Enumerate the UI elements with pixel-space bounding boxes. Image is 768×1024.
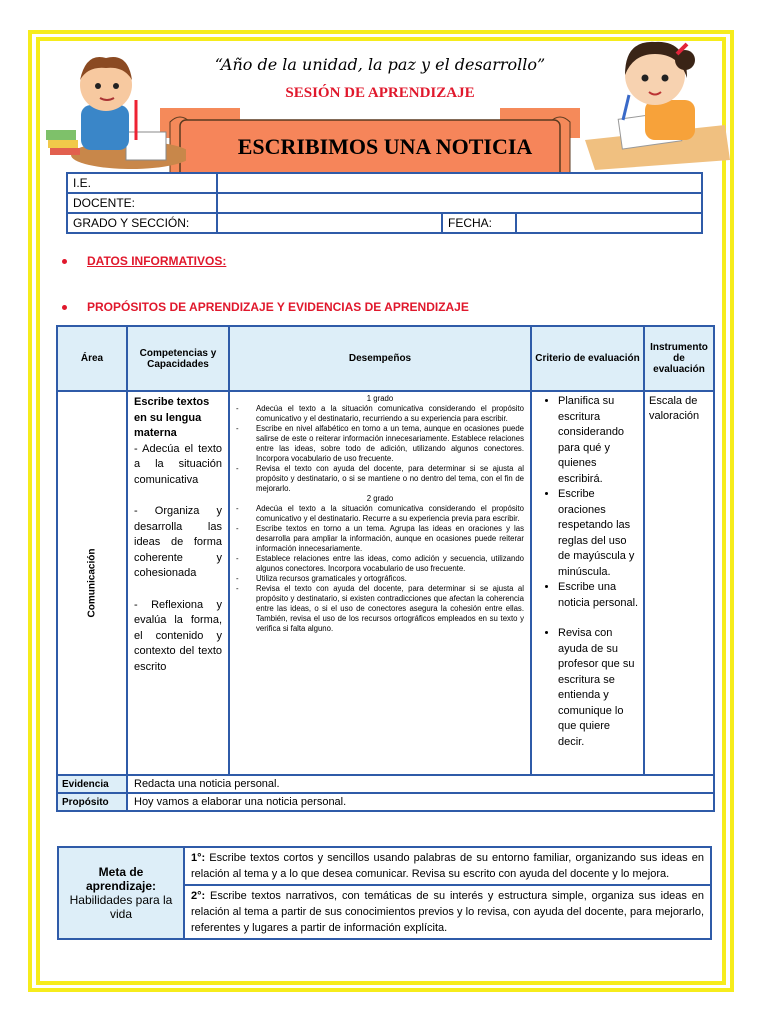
meta-goal-1 xyxy=(184,847,711,885)
grade2-item: - Adecúa el texto a la situación comunicativa considerando el propósito comunicativo y el destinatario. Recurre a su experiencia previa para escribir. xyxy=(256,504,524,524)
grado-label: GRADO Y SECCIÓN: xyxy=(67,213,217,233)
docente-label: DOCENTE: xyxy=(67,193,217,213)
session-label: SESIÓN DE APRENDIZAJE xyxy=(285,85,475,101)
goal1-num: 1°: xyxy=(191,852,206,864)
section-datos xyxy=(62,254,226,268)
meta-table xyxy=(57,846,712,940)
meta-sublabel: Habilidades para la vida xyxy=(69,893,173,921)
competencias-cell xyxy=(127,391,229,775)
docente-field[interactable] xyxy=(217,193,702,213)
area-label: Comunicación xyxy=(86,548,98,618)
propositos-table xyxy=(56,325,715,812)
proposito-value: Hoy vamos a elaborar una noticia personal. xyxy=(127,793,714,811)
bullet-dot xyxy=(62,259,67,264)
boy-writing-illustration xyxy=(36,40,186,170)
page-title: ESCRIBIMOS UNA NOTICIA xyxy=(237,134,533,159)
capacidad-1: - Adecúa el texto a la situación comunicativa xyxy=(134,442,222,486)
criterio-item: • Revisa con ayuda de su profesor que su escritura se entienda y comunique lo que quiere decir. xyxy=(558,626,639,750)
grade2-item: - Revisa el texto con ayuda del docente, para determinar si se ajusta al propósito y destinatario, si existen contradicciones que afectan la coherencia entre las ideas, o si el uso de conectores asegura la cohesión entre ellas. También, revisa el uso de los recursos ortográficos empleados en su texto y verifica si falta alguno. xyxy=(256,584,524,634)
header-instrumento: Instrumento de evaluación xyxy=(644,326,714,391)
grade2-title: 2 grado xyxy=(366,494,394,503)
meta-goal-2 xyxy=(184,885,711,939)
grado-field[interactable] xyxy=(217,213,442,233)
fecha-field[interactable] xyxy=(516,213,702,233)
header-desempenos: Desempeños xyxy=(229,326,531,391)
criterio-item: • Escribe oraciones respetando las reglas del uso de mayúscula y minúscula. xyxy=(558,487,639,580)
instrumento-cell: Escala de valoración xyxy=(644,391,714,775)
meta-label-cell xyxy=(58,847,184,939)
ie-field[interactable] xyxy=(217,173,702,193)
evidencia-value: Redacta una noticia personal. xyxy=(127,775,714,793)
competencia-title: Escribe textos en su lengua materna xyxy=(134,396,210,439)
area-cell xyxy=(57,391,127,775)
grade2-item: - Escribe textos en torno a un tema. Agrupa las ideas en oraciones y las desarrolla para ampliar la información, aunque en ocasiones puede reiterar información innecesariamente. xyxy=(256,524,524,554)
grade1-item: - Adecúa el texto a la situación comunicativa considerando el propósito comunicativo y el destinatario, recurriendo a su experiencia para escribir. xyxy=(256,404,524,424)
section-propositos-label: PROPÓSITOS DE APRENDIZAJE Y EVIDENCIAS DE APRENDIZAJE xyxy=(87,300,469,314)
grade1-item: - Revisa el texto con ayuda del docente, para determinar si se ajusta al propósito y destinatario, o si se mantiene o no dentro del tema, con el fin de mejorarlo. xyxy=(256,464,524,494)
grade1-item: - Escribe en nivel alfabético en torno a un tema, aunque en ocasiones puede salirse de este o reiterar información innecesariamente. Establece relaciones entre las ideas, sobre todo de adición, utilizando algunos conectores. Incorpora vocabulario de uso frecuente. xyxy=(256,424,524,464)
criterio-cell xyxy=(531,391,644,775)
evidencia-label: Evidencia xyxy=(57,775,127,793)
grade2-item: - Utiliza recursos gramaticales y ortográficos. xyxy=(256,574,524,584)
goal1-text: Escribe textos cortos y sencillos usando palabras de su entorno familiar, organizando sus ideas en relación al tema y a lo que desea comunicar. Revisa su escrito con ayuda del docente y lo mejora. xyxy=(191,852,704,880)
goal2-text: Escribe textos narrativos, con temáticas de su interés y estructura simple, organiza sus ideas en relación al tema a partir de sus conocimientos previos y lo revisa, con ayuda del docente, para mejorarlo, referentes y lugares a partir de información explícita. xyxy=(191,890,704,934)
motto: “Año de la unidad, la paz y el desarrollo” xyxy=(214,55,546,74)
ie-label: I.E. xyxy=(67,173,217,193)
desempenos-cell xyxy=(229,391,531,775)
grade1-title: 1 grado xyxy=(366,394,394,403)
goal2-num: 2°: xyxy=(191,890,206,902)
criterio-item: • Escribe una noticia personal. xyxy=(558,580,639,611)
capacidad-2: - Organiza y desarrolla las ideas de forma coherente y cohesionada xyxy=(134,505,222,579)
grade2-item: - Establece relaciones entre las ideas, como adición y secuencia, utilizando algunos conectores. Incorpora vocabulario de uso frecuente. xyxy=(256,554,524,574)
header-criterio: Criterio de evaluación xyxy=(531,326,644,391)
section-propositos xyxy=(62,300,469,314)
fecha-label: FECHA: xyxy=(442,213,516,233)
header-area: Área xyxy=(57,326,127,391)
meta-label: Meta de aprendizaje: xyxy=(85,865,157,893)
criterio-item: • Planifica su escritura considerando para qué y quienes escribirá. xyxy=(558,394,639,487)
header-competencias: Competencias y Capacidades xyxy=(127,326,229,391)
proposito-label: Propósito xyxy=(57,793,127,811)
capacidad-3: - Reflexiona y evalúa la forma, el contenido y contexto del texto escrito xyxy=(134,598,222,673)
info-table xyxy=(66,172,703,234)
bullet-dot xyxy=(62,305,67,310)
section-datos-label: DATOS INFORMATIVOS: xyxy=(87,254,227,268)
